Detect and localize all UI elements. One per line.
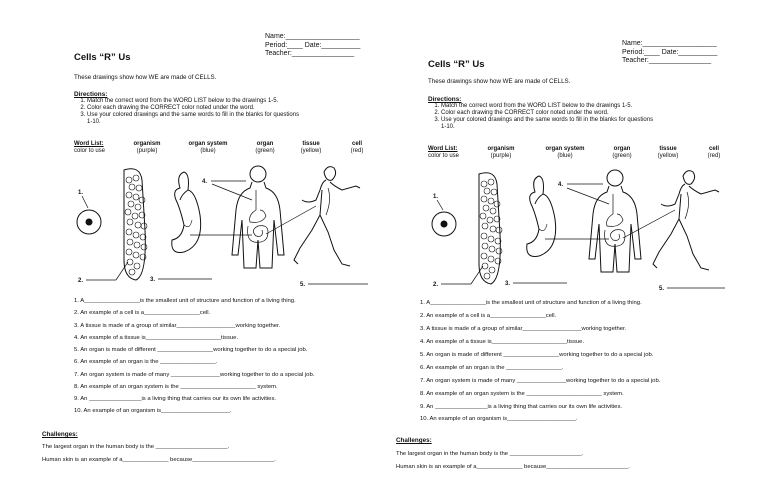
cell-drawing	[77, 210, 101, 234]
stomach-drawing	[172, 172, 201, 253]
drawing-label-2: 2.	[433, 282, 439, 288]
drawing-label-3: 3.	[505, 281, 511, 287]
name-field: Name:___________________	[265, 33, 360, 40]
question-7: 7. An organ system is made of many _______________working together to do a special job.	[420, 378, 661, 384]
word-organism: organism (purple)	[133, 141, 161, 154]
name-field: Name:___________________	[622, 40, 717, 47]
direction-item: 3. Use your colored drawings and the same words to fill in the blanks for questions	[87, 112, 299, 119]
period-date-field: Period:____ Date:__________	[622, 48, 718, 56]
direction-item: 1. Match the correct word from the WORD LIST below to the drawings 1-5.	[441, 103, 653, 110]
word-organ-system: organ system (blue)	[188, 141, 228, 154]
challenge-1: The largest organ in the human body is the ______________________.	[42, 444, 230, 450]
stomach-drawing	[527, 176, 556, 257]
question-1: 1. A_________________is the smallest unit of structure and function of a living thing.	[420, 300, 642, 306]
intro-text: These drawings show how WE are made of CELLS.	[428, 78, 571, 85]
page-title: Cells “R” Us	[74, 52, 131, 63]
question-7: 7. An organ system is made of many _______________working together to do a special job.	[74, 372, 315, 378]
drawing-label-1: 1.	[433, 194, 439, 200]
word-tissue: tissue (yellow)	[300, 141, 322, 154]
word-organ-system: organ system (blue)	[545, 146, 585, 159]
organism-drawing	[653, 171, 719, 270]
organ-system-drawing	[589, 170, 641, 272]
challenge-2: Human skin is an example of a______________ because_________________________.	[42, 457, 276, 463]
direction-item: 2. Color each drawing the CORRECT color noted under the word.	[87, 105, 299, 112]
direction-item: 3. Use your colored drawings and the same words to fill in the blanks for questions	[441, 117, 653, 124]
page-title: Cells “R” Us	[428, 59, 485, 70]
cells-illustration	[427, 166, 727, 296]
question-8: 8. An example of an organ system is the _______________________ system.	[420, 391, 624, 397]
drawing-label-3: 3.	[150, 277, 156, 283]
question-5: 5. An organ is made of different _________________working together to do a special job.	[420, 352, 654, 358]
question-10: 10. An example of an organism is_____________________.	[74, 408, 232, 414]
question-1: 1. A_________________is the smallest unit of structure and function of a living thing.	[74, 298, 296, 304]
word-list	[428, 146, 728, 162]
question-3: 3. A tissue is made of a group of similar__________________working together.	[74, 323, 281, 329]
drawing-label-2: 2.	[78, 278, 84, 284]
header-fields	[265, 33, 360, 59]
organism-drawing	[294, 167, 360, 266]
question-6: 6. An example of an organ is the _________________.	[420, 365, 564, 371]
direction-item: 1-10.	[441, 124, 455, 130]
cells-illustration	[72, 160, 372, 290]
word-list-label: Word List: color to use	[428, 146, 460, 159]
question-4: 4. An example of a tissue is_______________________tissue.	[74, 335, 239, 341]
challenge-1: The largest organ in the human body is the ______________________.	[396, 451, 584, 457]
question-9: 9. An ________________is a living thing that carries our its own life activities.	[420, 404, 623, 410]
word-cell: cell (red)	[350, 141, 364, 154]
drawing-label-1: 1.	[78, 190, 84, 196]
question-3: 3. A tissue is made of a group of similar__________________working together.	[420, 326, 627, 332]
challenges-heading: Challenges:	[396, 437, 432, 444]
word-list	[74, 141, 374, 157]
drawing-label-5: 5.	[300, 282, 306, 288]
teacher-field: Teacher:________________	[622, 57, 712, 64]
challenges-heading: Challenges:	[42, 431, 78, 438]
word-list-label: Word List: color to use	[74, 141, 106, 154]
challenge-2: Human skin is an example of a______________ because_________________________.	[396, 464, 630, 470]
word-organism: organism (purple)	[487, 146, 515, 159]
cell-drawing	[432, 212, 456, 236]
directions-heading: Directions:	[74, 91, 108, 98]
directions-list	[427, 103, 653, 131]
direction-item: 1-10.	[87, 119, 101, 125]
question-2: 2. An example of a cell is a_________________cell.	[420, 313, 557, 319]
teacher-field: Teacher:________________	[265, 50, 355, 57]
question-4: 4. An example of a tissue is_______________________tissue.	[420, 339, 585, 345]
period-date-field: Period:____ Date:__________	[265, 41, 361, 49]
question-5: 5. An organ is made of different _________________working together to do a special job.	[74, 347, 308, 353]
directions-list	[73, 98, 299, 126]
question-2: 2. An example of a cell is a_________________cell.	[74, 310, 211, 316]
direction-item: 1. Match the correct word from the WORD LIST below to the drawings 1-5.	[87, 98, 299, 105]
question-8: 8. An example of an organ system is the _______________________ system.	[74, 384, 278, 390]
drawing-label-4: 4.	[558, 182, 564, 188]
word-organ: organ (green)	[612, 146, 632, 159]
drawing-label-5: 5.	[659, 286, 665, 292]
question-10: 10. An example of an organism is_____________________.	[420, 416, 578, 422]
header-fields	[622, 40, 717, 66]
word-organ: organ (green)	[255, 141, 275, 154]
question-9: 9. An ________________is a living thing that carries our its own life activities.	[74, 396, 277, 402]
word-tissue: tissue (yellow)	[657, 146, 679, 159]
directions-heading: Directions:	[428, 96, 462, 103]
word-cell: cell (red)	[707, 146, 721, 159]
drawing-label-4: 4.	[202, 179, 208, 185]
direction-item: 2. Color each drawing the CORRECT color noted under the word.	[441, 110, 653, 117]
worksheet-copy-right	[384, 0, 768, 503]
question-6: 6. An example of an organ is the _________________.	[74, 359, 218, 365]
intro-text: These drawings show how WE are made of CELLS.	[74, 74, 217, 81]
